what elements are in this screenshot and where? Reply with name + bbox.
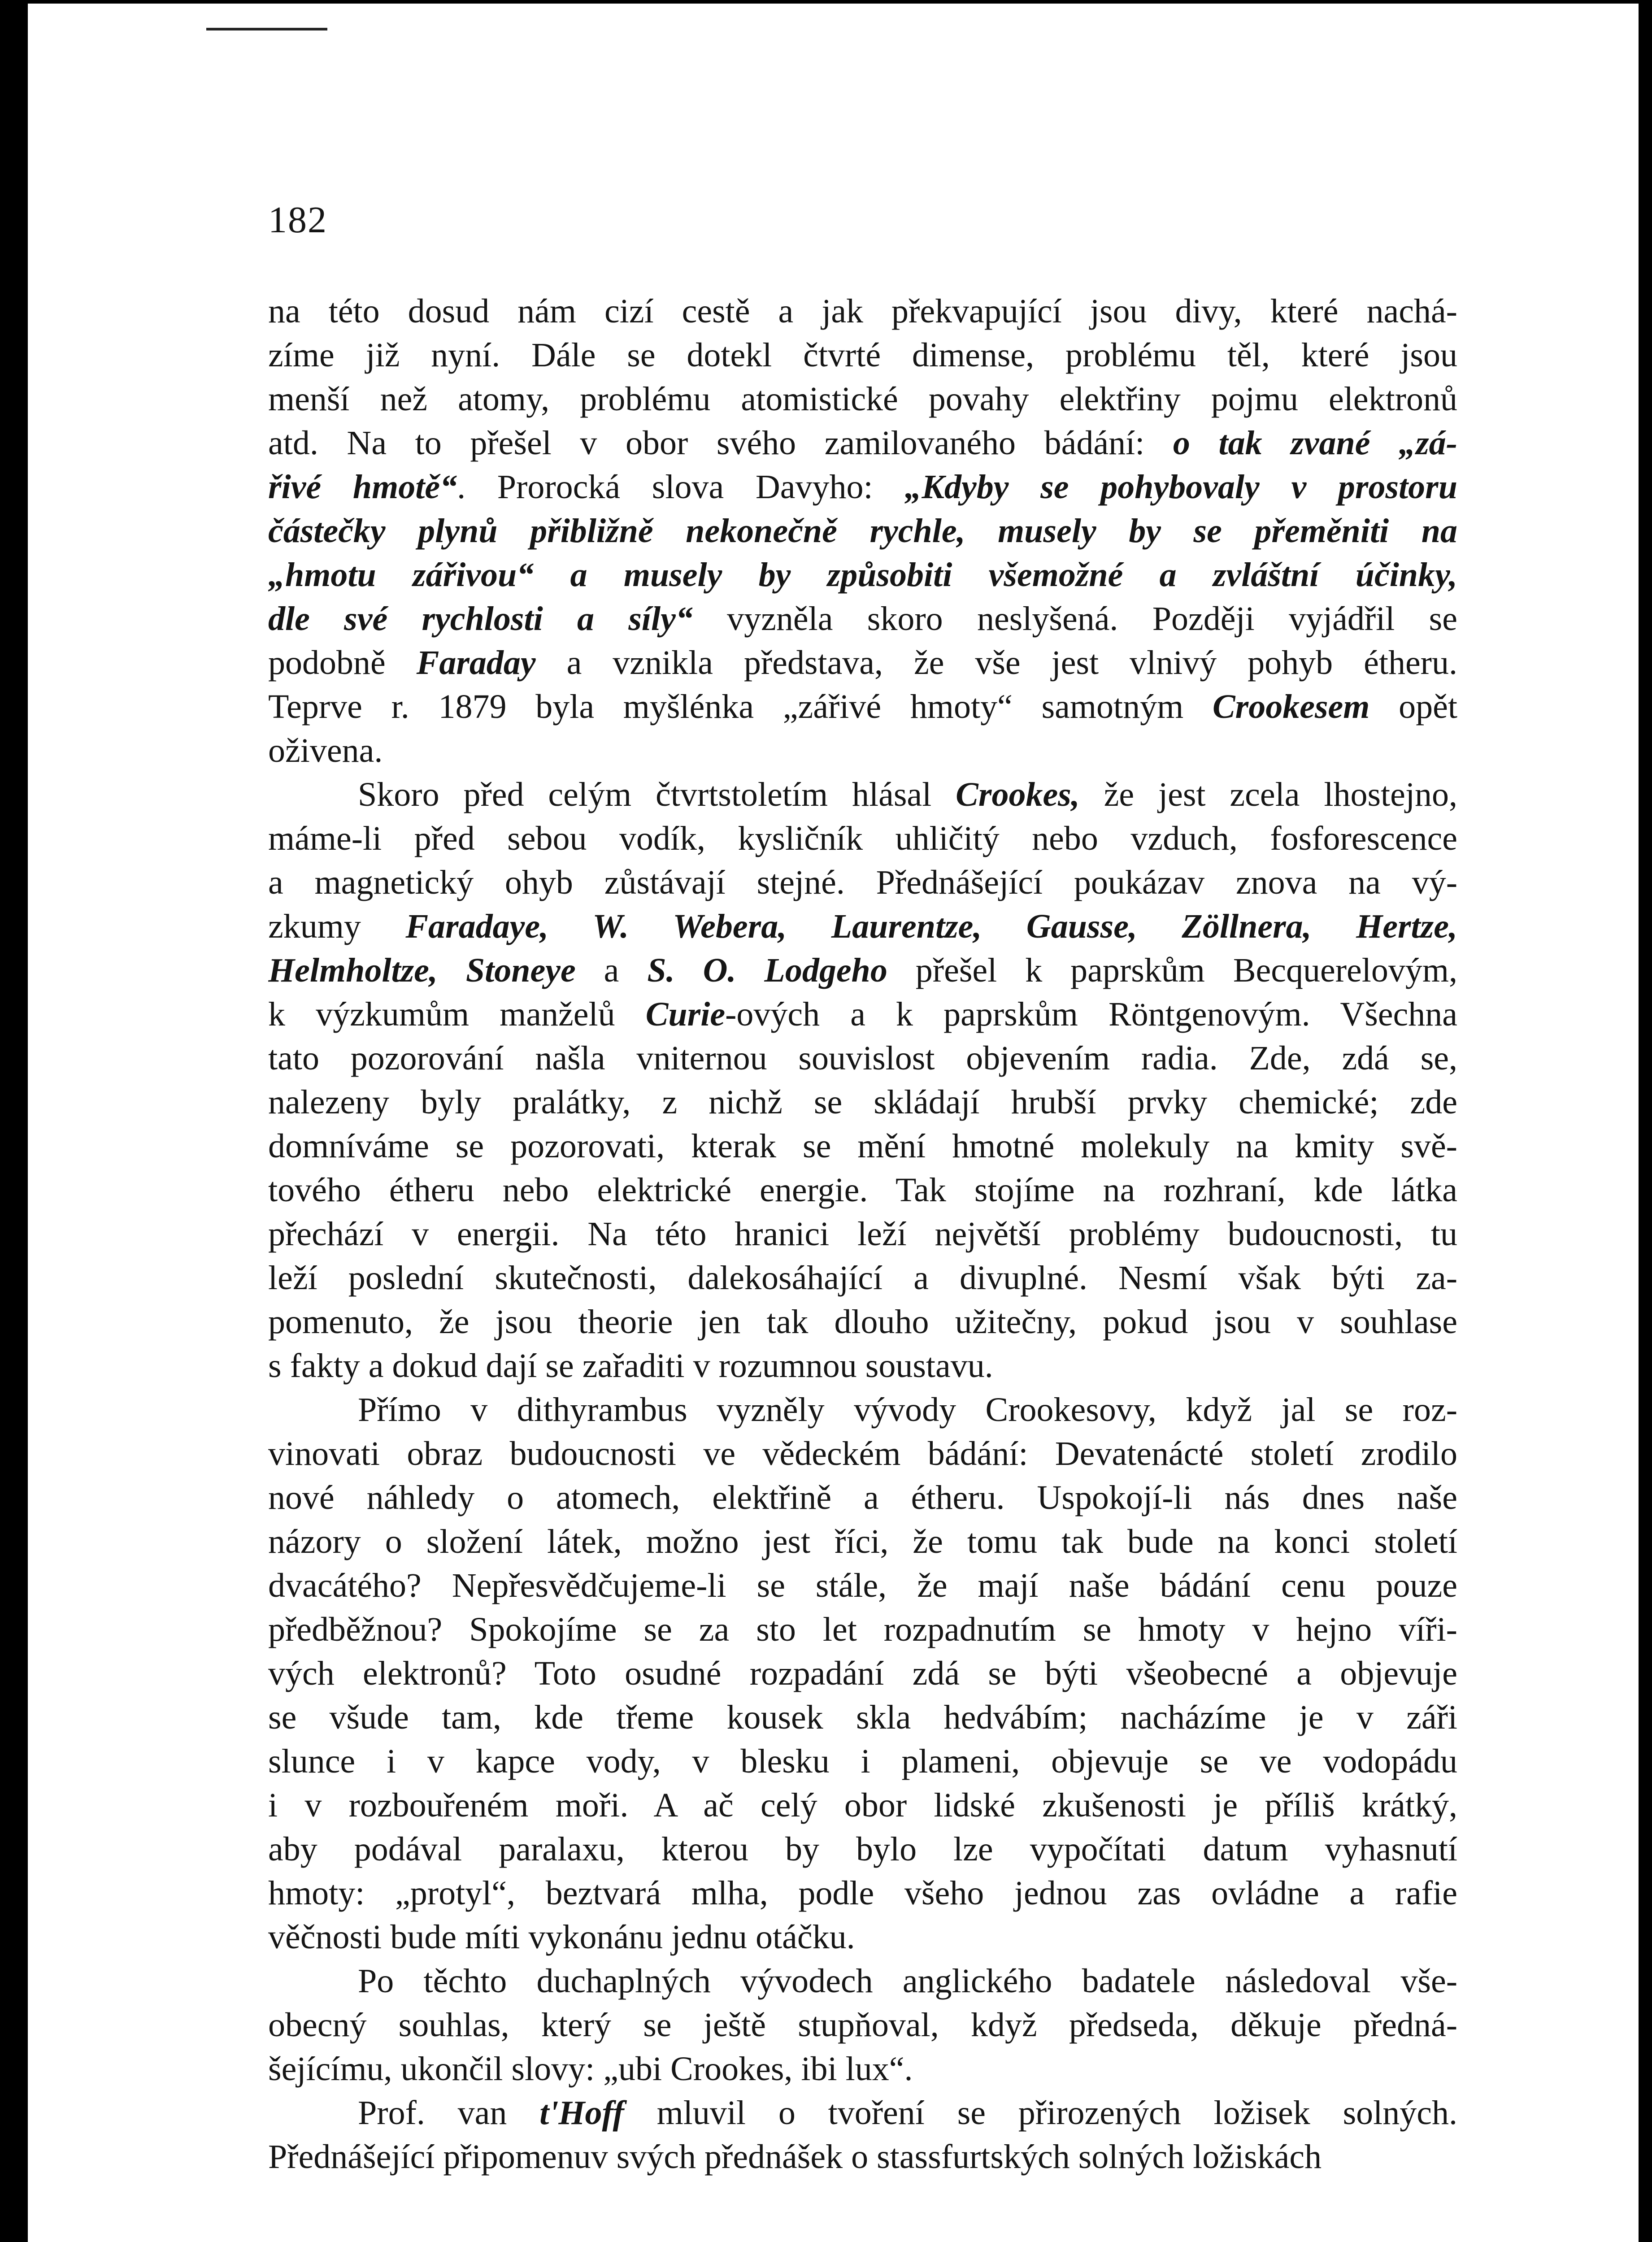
text-line bbox=[268, 904, 1457, 948]
text-run: pomenuto, že jsou theorie jen tak dlouho užitečny, pokud jsou v souhlase bbox=[268, 1303, 1457, 1341]
text-line bbox=[268, 729, 1457, 773]
text-line bbox=[268, 509, 1457, 553]
text-run: přechází v energii. Na této hranici leží největší problémy budoucnosti, tu bbox=[268, 1215, 1457, 1253]
text-run: Přímo v dithyrambus vyzněly vývody Crookesovy, když jal se roz- bbox=[358, 1391, 1457, 1429]
text-line bbox=[268, 1212, 1457, 1256]
text-line bbox=[268, 421, 1457, 465]
text-run: zkumy bbox=[268, 908, 406, 945]
top-rule bbox=[206, 28, 327, 30]
text-run: zíme již nyní. Dále se dotekl čtvrté dimense, problému těl, které jsou bbox=[268, 336, 1457, 374]
emphasized-text: S. O. Lodgeho bbox=[647, 952, 887, 989]
text-line bbox=[268, 1564, 1457, 1608]
text-line bbox=[268, 1651, 1457, 1695]
text-run: na této dosud nám cizí cestě a jak překvapující jsou divy, které nachá- bbox=[268, 292, 1457, 330]
text-line bbox=[268, 1036, 1457, 1080]
emphasized-text: Crookesem bbox=[1212, 688, 1370, 726]
text-line bbox=[268, 1915, 1457, 1959]
text-line bbox=[268, 1959, 1457, 2003]
text-line bbox=[268, 377, 1457, 421]
text-run: leží poslední skutečnosti, dalekosáhající a divuplné. Nesmí však býti za- bbox=[268, 1259, 1457, 1297]
text-line bbox=[268, 1783, 1457, 1827]
text-run: atd. Na to přešel v obor svého zamilovaného bádání: bbox=[268, 424, 1173, 462]
text-run: podobně bbox=[268, 644, 417, 682]
text-run: vinovati obraz budoucnosti ve vědeckém bádání: Devatenácté století zrodilo bbox=[268, 1435, 1457, 1473]
text-line bbox=[268, 2047, 1457, 2091]
emphasized-text: řivé hmotě“ bbox=[268, 468, 457, 506]
text-run: Skoro před celým čtvrtstoletím hlásal bbox=[358, 776, 956, 813]
text-run: . Prorocká slova Davyho: bbox=[457, 468, 905, 506]
text-run: k výzkumům manželů bbox=[268, 995, 646, 1033]
emphasized-text: dle své rychlosti a síly“ bbox=[268, 600, 693, 638]
text-run: oživena. bbox=[268, 732, 383, 769]
text-run: vých elektronů? Toto osudné rozpadání zdá se býti všeobecné a objevuje bbox=[268, 1655, 1457, 1692]
text-line bbox=[268, 2003, 1457, 2047]
text-line bbox=[268, 1739, 1457, 1783]
text-run: obecný souhlas, který se ještě stupňoval, když předseda, děkuje předná- bbox=[268, 2006, 1457, 2044]
text-line bbox=[268, 1476, 1457, 1520]
text-run: Po těchto duchaplných vývodech anglického badatele následoval vše- bbox=[358, 1962, 1457, 2000]
text-run: nové náhledy o atomech, elektřině a étheru. Uspokojí-li nás dnes naše bbox=[268, 1479, 1457, 1516]
text-run: dvacátého? Nepřesvědčujeme-li se stále, že mají naše bádání cenu pouze bbox=[268, 1567, 1457, 1604]
text-run: menší než atomy, problému atomistické povahy elektřiny pojmu elektronů bbox=[268, 380, 1457, 418]
text-line bbox=[268, 597, 1457, 641]
text-run: tato pozorování našla vniternou souvislost objevením radia. Zde, zdá se, bbox=[268, 1039, 1457, 1077]
text-run: domníváme se pozorovati, kterak se mění hmotné molekuly na kmity svě- bbox=[268, 1127, 1457, 1165]
text-run: hmoty: „protyl“, beztvará mlha, podle všeho jednou zas ovládne a rafie bbox=[268, 1874, 1457, 1912]
text-line bbox=[268, 860, 1457, 904]
text-run: i v rozbouřeném moři. A ač celý obor lidské zkušenosti je příliš krátký, bbox=[268, 1786, 1457, 1824]
text-line bbox=[268, 1344, 1457, 1388]
text-line bbox=[268, 1827, 1457, 1871]
text-line bbox=[268, 773, 1457, 817]
text-line bbox=[268, 1871, 1457, 1915]
emphasized-text: Curie bbox=[645, 995, 726, 1033]
emphasized-text: t'Hoff bbox=[539, 2094, 624, 2132]
text-line bbox=[268, 1124, 1457, 1168]
emphasized-text: o tak zvané „zá- bbox=[1173, 424, 1457, 462]
page-number: 182 bbox=[268, 199, 327, 241]
text-line bbox=[268, 333, 1457, 377]
text-line bbox=[268, 465, 1457, 509]
text-line bbox=[268, 817, 1457, 860]
text-run: slunce i v kapce vody, v blesku i plameni, objevuje se ve vodopádu bbox=[268, 1742, 1457, 1780]
emphasized-text: Crookes, bbox=[956, 776, 1080, 813]
emphasized-text: „Kdyby se pohybovaly v prostoru bbox=[904, 468, 1457, 506]
text-run: Přednášející připomenuv svých přednášek o stassfurtských solných ložiskách bbox=[268, 2138, 1322, 2176]
text-run: nalezeny byly pralátky, z nichž se skládají hrubší prvky chemické; zde bbox=[268, 1083, 1457, 1121]
text-run: a bbox=[575, 952, 648, 989]
text-line bbox=[268, 1168, 1457, 1212]
text-line bbox=[268, 685, 1457, 729]
text-run: se všude tam, kde třeme kousek skla hedvábím; nacházíme je v záři bbox=[268, 1699, 1457, 1736]
text-run: a magnetický ohyb zůstávají stejné. Přednášející poukázav znova na vý- bbox=[268, 864, 1457, 901]
body-text bbox=[268, 289, 1457, 2179]
text-run: že jest zcela lhostejno, bbox=[1079, 776, 1457, 813]
text-run: přešel k paprskům Becquerelovým, bbox=[887, 952, 1457, 989]
text-run: s fakty a dokud dají se zařaditi v rozumnou soustavu. bbox=[268, 1347, 993, 1385]
text-run: tového étheru nebo elektrické energie. Tak stojíme na rozhraní, kde látka bbox=[268, 1171, 1457, 1209]
text-line bbox=[268, 2135, 1457, 2179]
text-run: máme-li před sebou vodík, kysličník uhličitý nebo vzduch, fosforescence bbox=[268, 820, 1457, 857]
text-line bbox=[268, 1080, 1457, 1124]
text-run: Teprve r. 1879 byla myšlénka „zářivé hmoty“ samotným bbox=[268, 688, 1213, 726]
emphasized-text: Faraday bbox=[416, 644, 536, 682]
emphasized-text: Helmholtze, Stoneye bbox=[268, 952, 576, 989]
text-line bbox=[268, 289, 1457, 333]
text-run: aby podával paralaxu, kterou by bylo lze vypočítati datum vyhasnutí bbox=[268, 1830, 1457, 1868]
text-run: Prof. van bbox=[358, 2094, 540, 2132]
scan-border-top bbox=[0, 0, 1652, 4]
text-line bbox=[268, 641, 1457, 685]
text-run: opět bbox=[1369, 688, 1457, 726]
text-run: a vznikla představa, že vše jest vlnivý pohyb étheru. bbox=[535, 644, 1457, 682]
text-run: věčnosti bude míti vykonánu jednu otáčku. bbox=[268, 1918, 855, 1956]
text-run: -ových a k paprskům Röntgenovým. Všechna bbox=[725, 995, 1457, 1033]
text-run: názory o složení látek, možno jest říci, že tomu tak bude na konci století bbox=[268, 1523, 1457, 1560]
text-run: mluvil o tvoření se přirozených ložisek solných. bbox=[624, 2094, 1457, 2132]
text-line bbox=[268, 1520, 1457, 1564]
emphasized-text: částečky plynů přibližně nekonečně rychle, musely by se přeměniti na bbox=[268, 512, 1457, 550]
text-line bbox=[268, 1432, 1457, 1476]
text-line bbox=[268, 1300, 1457, 1344]
text-run: šejícímu, ukončil slovy: „ubi Crookes, ibi lux“. bbox=[268, 2050, 913, 2088]
text-line bbox=[268, 1256, 1457, 1300]
text-line bbox=[268, 992, 1457, 1036]
text-line bbox=[268, 1695, 1457, 1739]
scan-border-left bbox=[0, 0, 28, 2242]
text-line bbox=[268, 553, 1457, 597]
text-run: vyzněla skoro neslyšená. Později vyjádřil se bbox=[692, 600, 1457, 638]
scan-border-right bbox=[1639, 0, 1652, 2242]
text-line bbox=[268, 1608, 1457, 1651]
emphasized-text: „hmotu zářivou“ a musely by způsobiti všemožné a zvláštní účinky, bbox=[268, 556, 1457, 594]
text-run: předběžnou? Spokojíme se za sto let rozpadnutím se hmoty v hejno víři- bbox=[268, 1611, 1457, 1648]
text-line bbox=[268, 2091, 1457, 2135]
emphasized-text: Faradaye, W. Webera, Laurentze, Gausse, Zöllnera, Hertze, bbox=[405, 908, 1457, 945]
text-line bbox=[268, 1388, 1457, 1432]
text-line bbox=[268, 948, 1457, 992]
